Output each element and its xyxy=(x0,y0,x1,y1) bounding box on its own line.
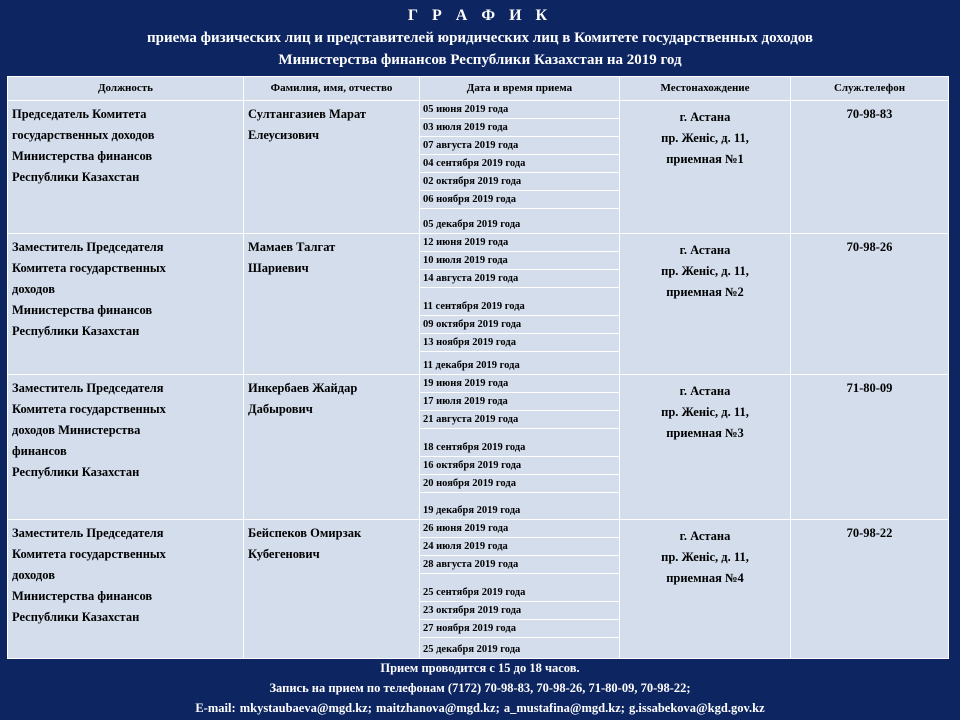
position-line: Республики Казахстан xyxy=(12,610,140,624)
reception-date: 14 августа 2019 года xyxy=(420,270,620,288)
footer-phones: Запись на прием по телефонам (7172) 70-98-83, 70-98-26, 71-80-09, 70-98-22; xyxy=(269,681,691,695)
position-line: Заместитель Председателя xyxy=(12,526,164,540)
location-line: г. Астана xyxy=(679,110,731,124)
header xyxy=(0,0,960,76)
reception-date: 06 ноября 2019 года xyxy=(420,191,620,209)
location-line: приемная №4 xyxy=(666,571,744,585)
reception-date: 09 октября 2019 года xyxy=(420,316,620,334)
page-title: Г Р А Ф И К xyxy=(407,7,553,24)
name-line: Бейспеков Омирзак xyxy=(248,526,362,540)
location-line: г. Астана xyxy=(679,384,731,398)
position-line: государственных доходов xyxy=(12,128,155,142)
reception-date: 25 декабря 2019 года xyxy=(420,638,620,659)
reception-date: 11 сентября 2019 года xyxy=(420,288,620,316)
reception-date: 03 июля 2019 года xyxy=(420,119,620,137)
name-line: Кубегенович xyxy=(248,547,320,561)
position-line: Председатель Комитета xyxy=(12,107,147,121)
row-position xyxy=(8,375,244,520)
position-line: Республики Казахстан xyxy=(12,465,140,479)
row-location xyxy=(620,375,791,520)
row-full-name xyxy=(244,375,420,520)
row-position xyxy=(8,234,244,375)
position-line: Республики Казахстан xyxy=(12,170,140,184)
column-header-location: Местонахождение xyxy=(620,77,791,101)
name-line: Мамаев Талгат xyxy=(248,240,336,254)
reception-date: 28 августа 2019 года xyxy=(420,556,620,574)
reception-date: 10 июля 2019 года xyxy=(420,252,620,270)
row-full-name xyxy=(244,234,420,375)
position-line: доходов xyxy=(12,282,55,296)
reception-date: 11 декабря 2019 года xyxy=(420,352,620,375)
reception-date: 19 декабря 2019 года xyxy=(420,493,620,520)
reception-date: 17 июля 2019 года xyxy=(420,393,620,411)
page-subtitle-line1: приема физических лиц и представителей юридических лиц в Комитете государственных доходов xyxy=(146,30,814,46)
footer-hours: Прием проводится с 15 до 18 часов. xyxy=(380,661,580,675)
position-line: доходов Министерства xyxy=(12,423,141,437)
reception-date: 20 ноября 2019 года xyxy=(420,475,620,493)
reception-date: 13 ноября 2019 года xyxy=(420,334,620,352)
row-location xyxy=(620,520,791,659)
reception-date: 24 июля 2019 года xyxy=(420,538,620,556)
reception-date: 27 ноября 2019 года xyxy=(420,620,620,638)
column-header-phone: Служ.телефон xyxy=(791,77,949,101)
name-line: Шариевич xyxy=(248,261,309,275)
location-line: приемная №2 xyxy=(666,285,744,299)
row-phone: 70-98-22 xyxy=(791,520,949,659)
row-phone: 71-80-09 xyxy=(791,375,949,520)
row-full-name xyxy=(244,520,420,659)
location-line: пр. Женіс, д. 11, xyxy=(661,550,749,564)
position-line: Комитета государственных xyxy=(12,261,166,275)
row-phone: 70-98-26 xyxy=(791,234,949,375)
location-line: пр. Женіс, д. 11, xyxy=(661,405,749,419)
column-header-name: Фамилия, имя, отчество xyxy=(244,77,420,101)
column-header-datetime: Дата и время приема xyxy=(420,77,620,101)
row-position xyxy=(8,520,244,659)
reception-date: 18 сентября 2019 года xyxy=(420,429,620,457)
position-line: Министерства финансов xyxy=(12,149,153,163)
row-location xyxy=(620,101,791,234)
reception-date: 04 сентября 2019 года xyxy=(420,155,620,173)
reception-date: 05 июня 2019 года xyxy=(420,101,620,119)
position-line: Комитета государственных xyxy=(12,547,166,561)
footer-emails: E-mail: mkystaubaeva@mgd.kz; maitzhanova@mgd.kz; a_mustafina@mgd.kz; g.issabekova@kgd.gov.kz xyxy=(195,701,765,715)
row-full-name xyxy=(244,101,420,234)
position-line: Республики Казахстан xyxy=(12,324,140,338)
location-line: пр. Женіс, д. 11, xyxy=(661,264,749,278)
location-line: приемная №3 xyxy=(666,426,744,440)
page-subtitle-line2: Министерства финансов Республики Казахстан на 2019 год xyxy=(278,52,682,68)
row-location xyxy=(620,234,791,375)
position-line: Комитета государственных xyxy=(12,402,166,416)
row-position xyxy=(8,101,244,234)
name-line: Елеусизович xyxy=(248,128,320,142)
location-line: г. Астана xyxy=(679,243,731,257)
reception-date: 21 августа 2019 года xyxy=(420,411,620,429)
name-line: Дабырович xyxy=(248,402,313,416)
schedule-table xyxy=(7,76,949,659)
reception-date: 16 октября 2019 года xyxy=(420,457,620,475)
reception-date: 02 октября 2019 года xyxy=(420,173,620,191)
reception-date: 26 июня 2019 года xyxy=(420,520,620,538)
column-header-position: Должность xyxy=(8,77,244,101)
position-line: Заместитель Председателя xyxy=(12,381,164,395)
position-line: Министерства финансов xyxy=(12,589,153,603)
reception-date: 12 июня 2019 года xyxy=(420,234,620,252)
position-line: финансов xyxy=(12,444,67,458)
position-line: доходов xyxy=(12,568,55,582)
name-line: Инкербаев Жайдар xyxy=(248,381,358,395)
reception-date: 23 октября 2019 года xyxy=(420,602,620,620)
location-line: приемная №1 xyxy=(666,152,744,166)
name-line: Султангазиев Марат xyxy=(248,107,367,121)
reception-date: 25 сентября 2019 года xyxy=(420,574,620,602)
reception-date: 19 июня 2019 года xyxy=(420,375,620,393)
position-line: Заместитель Председателя xyxy=(12,240,164,254)
position-line: Министерства финансов xyxy=(12,303,153,317)
location-line: г. Астана xyxy=(679,529,731,543)
reception-date: 05 декабря 2019 года xyxy=(420,209,620,234)
location-line: пр. Женіс, д. 11, xyxy=(661,131,749,145)
reception-date: 07 августа 2019 года xyxy=(420,137,620,155)
row-phone: 70-98-83 xyxy=(791,101,949,234)
